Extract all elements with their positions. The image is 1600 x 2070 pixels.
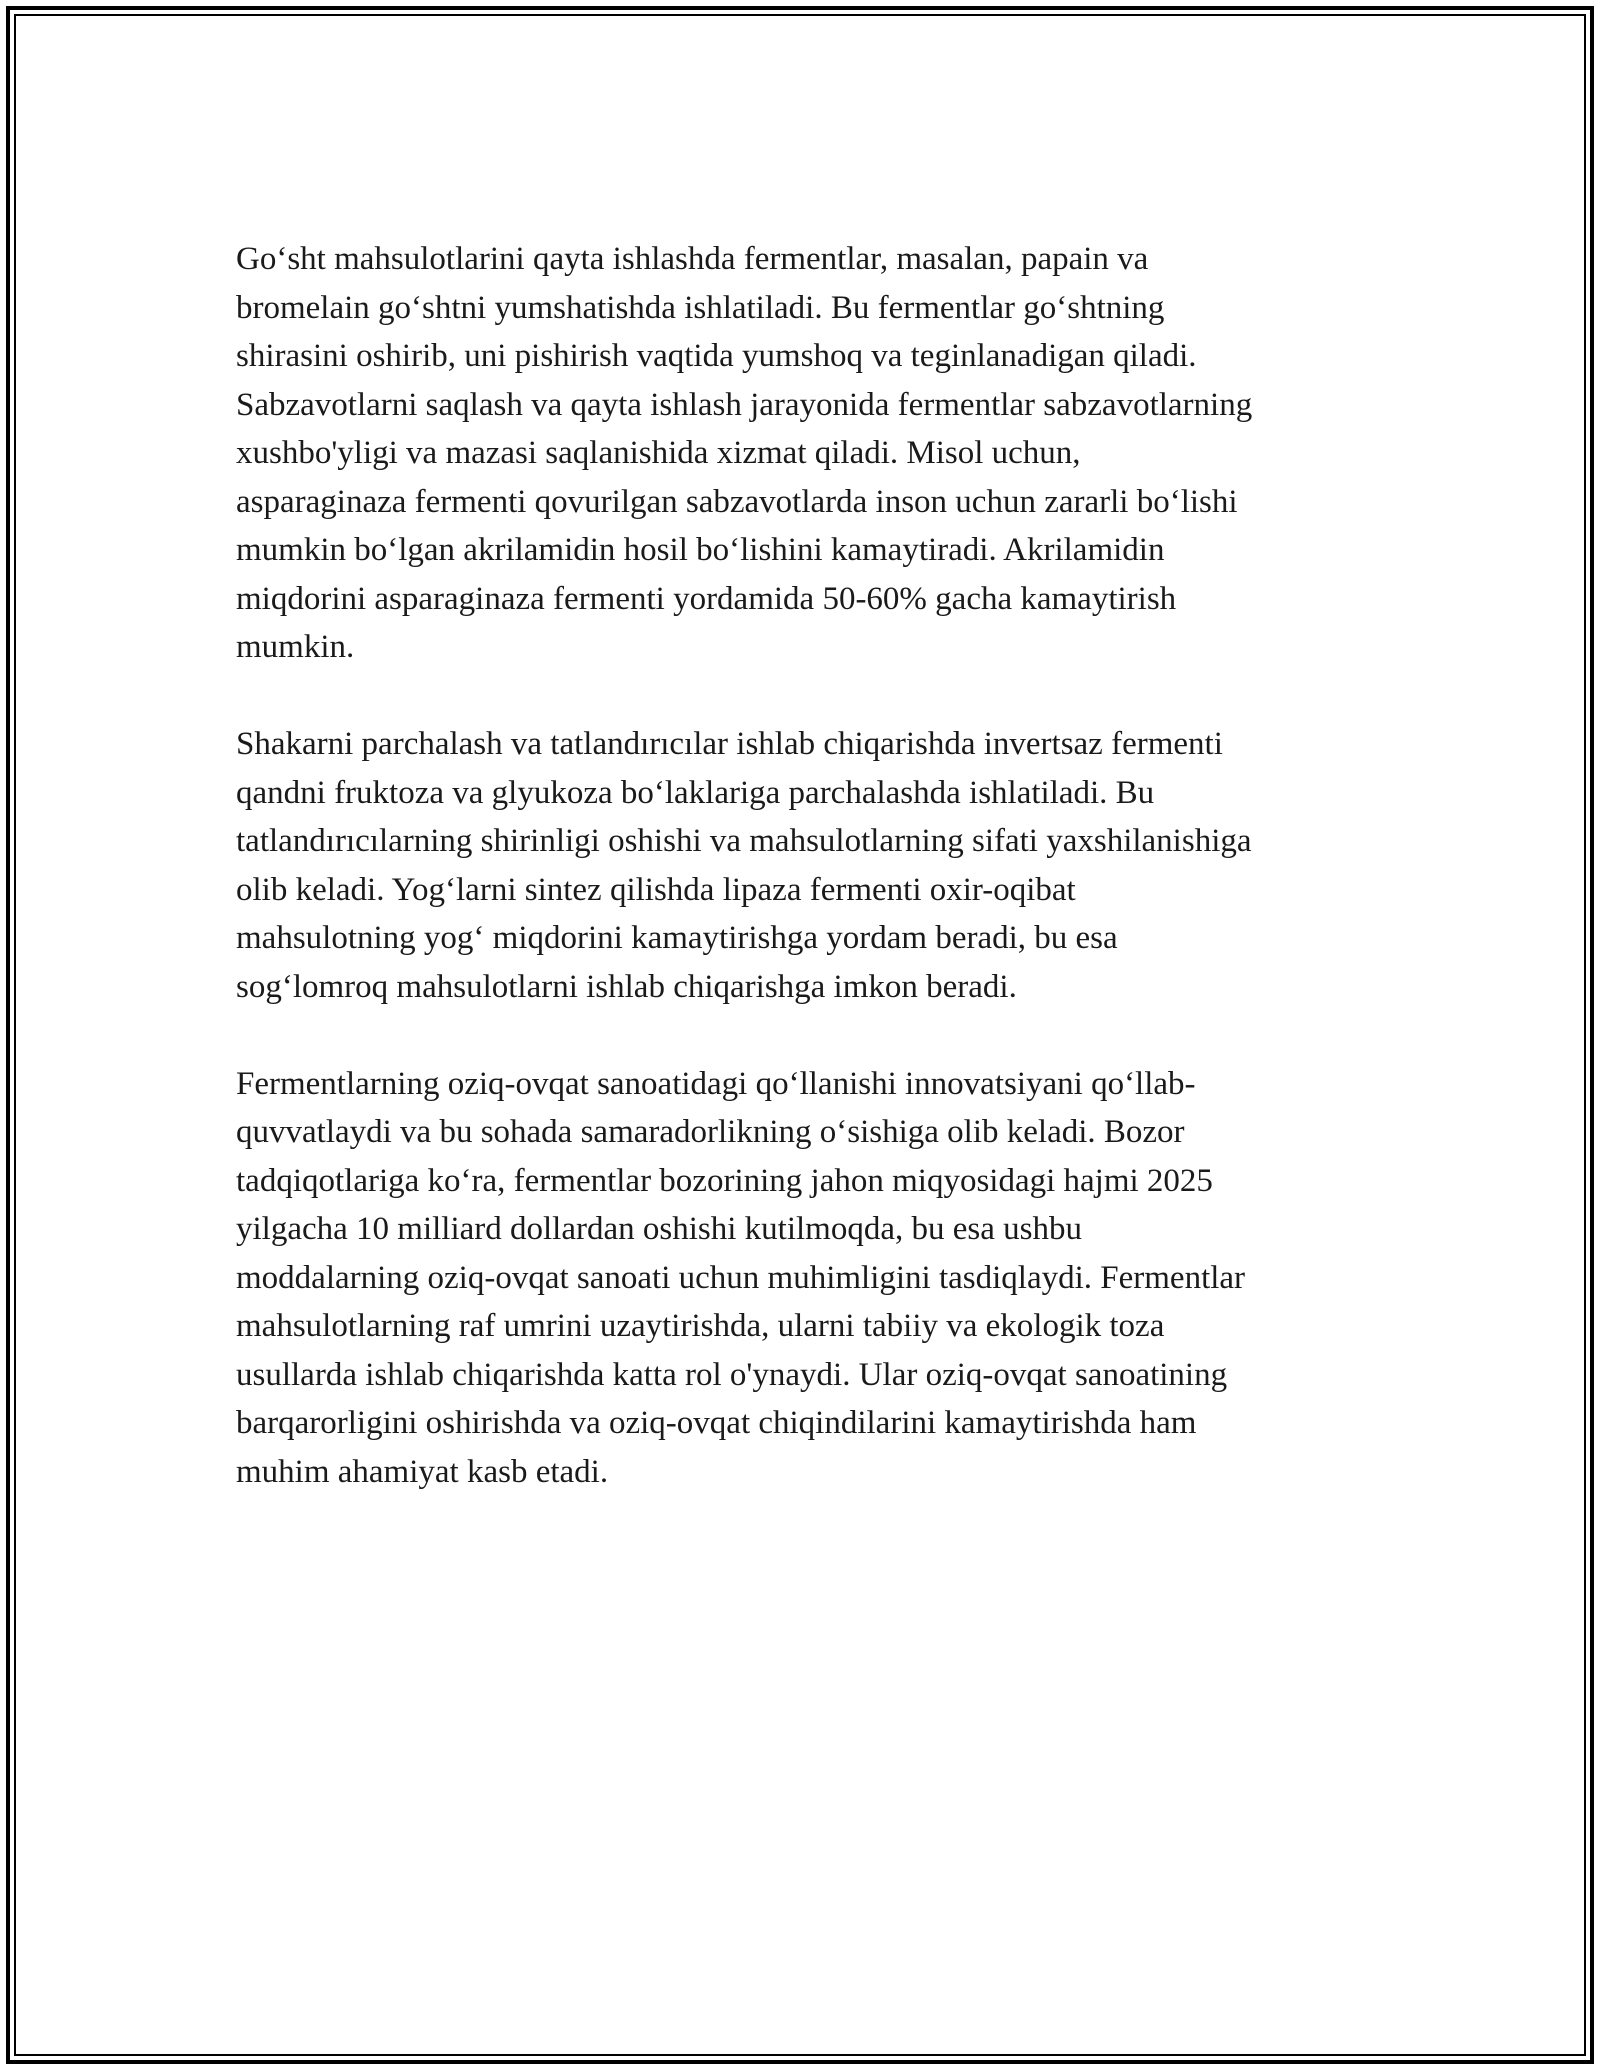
document-body xyxy=(236,235,1386,1545)
paragraph-sugar-breakdown: Shakarni parchalash va tatlandırıcılar ishlab chiqarishda invertsaz fermenti qandni fruktoza va glyukoza bo‘laklariga parchalashda ishlatiladi. Bu tatlandırıcılarning shirinligi oshishi va mahsulotlarning sifati yaxshilanishiga olib keladi. Yog‘larni sintez qilishda lipaza fermenti oxir-oqibat mahsulotning yog‘ miqdorini kamaytirishga yordam beradi, bu esa sog‘lomroq mahsulotlarni ishlab chiqarishga imkon beradi. xyxy=(236,726,1252,1005)
paragraph-industry-outlook: Fermentlarning oziq-ovqat sanoatidagi qo‘llanishi innovatsiyani qo‘llab- quvvatlaydi va bu sohada samaradorlikning o‘sishiga olib keladi. Bozor tadqiqotlariga ko‘ra, fermentlar bozorining jahon miqyosidagi hajmi 2025 yilgacha 10 milliard dollardan oshishi kutilmoqda, bu esa ushbu moddalarning oziq-ovqat sanoati uchun muhimligini tasdiqlaydi. Fermentlar mahsulotlarning raf umrini uzaytirishda, ularni tabiiy va ekologik toza usullarda ishlab chiqarishda katta rol o'ynaydi. Ular oziq-ovqat sanoatining barqarorligini oshirishda va oziq-ovqat chiqindilarini kamaytirishda ham muhim ahamiyat kasb etadi. xyxy=(236,1065,1246,1490)
paragraph-meat-processing: Go‘sht mahsulotlarini qayta ishlashda fermentlar, masalan, papain va bromelain go‘shtni yumshatishda ishlatiladi. Bu fermentlar go‘shtning shirasini oshirib, uni pishirish vaqtida yumshoq va teginlanadigan qiladi. Sabzavotlarni saqlash va qayta ishlash jarayonida fermentlar sabzavotlarning xushbo'yligi va mazasi saqlanishida xizmat qiladi. Misol uchun, asparaginaza fermenti qovurilgan sabzavotlarda inson uchun zararli bo‘lishi mumkin bo‘lgan akrilamidin hosil bo‘lishini kamaytiradi. Akrilamidin miqdorini asparaginaza fermenti yordamida 50-60% gacha kamaytirish mumkin. xyxy=(236,241,1253,665)
